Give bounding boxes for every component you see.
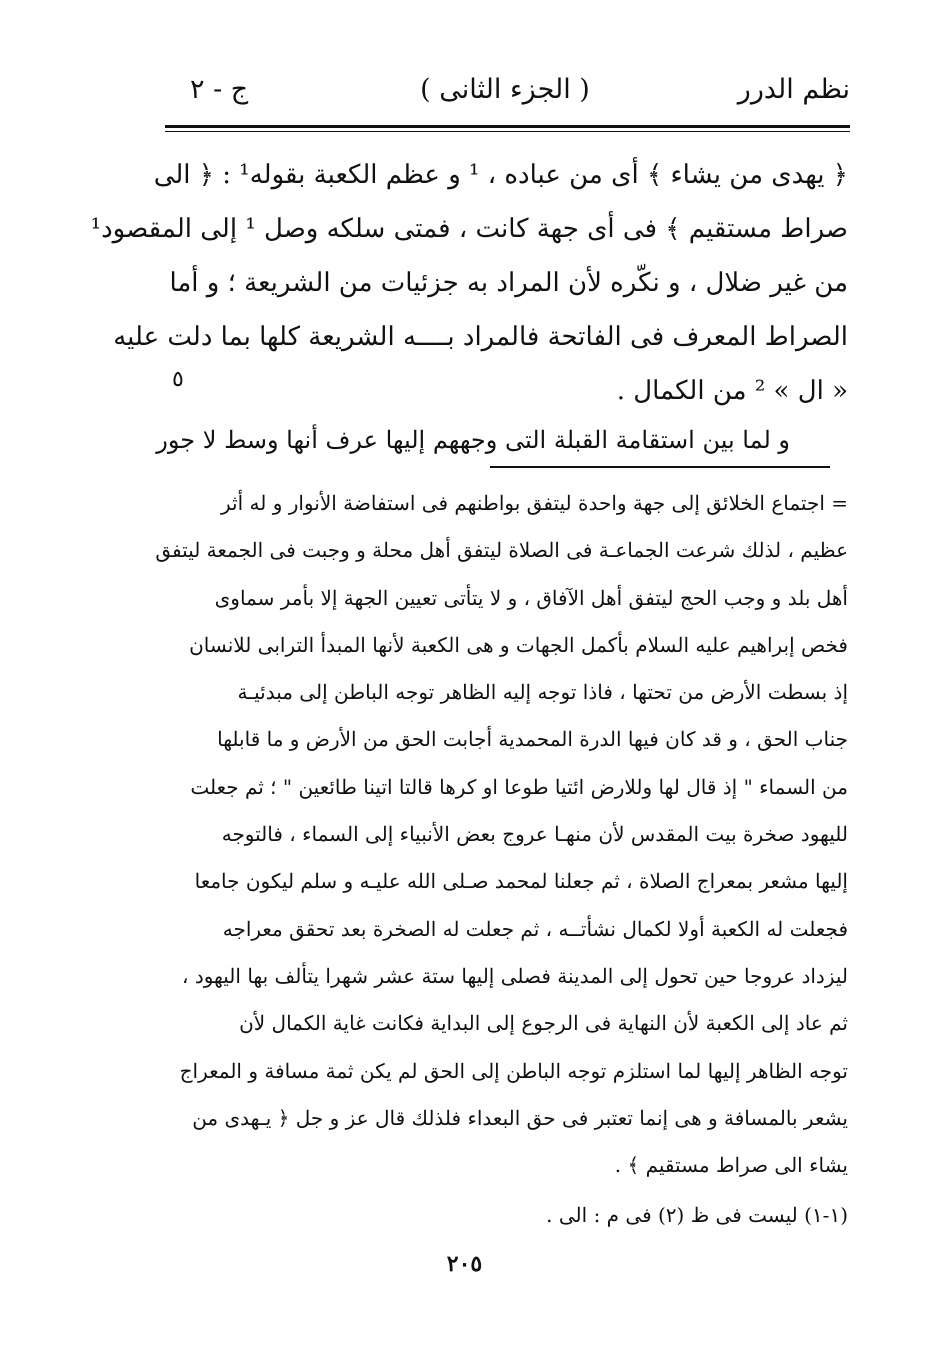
footnote-line: فخص إبراهيم عليه السلام بأكمل الجهات و هى الكعبة لأنها المبدأ الترابى للانسان bbox=[189, 632, 848, 657]
main-text-line: صراط مستقيم ﴾ فى أى جهة كانت ، فمتى سلكه وصل ¹ إلى المقصود¹ bbox=[90, 214, 848, 244]
header-volume-title: ( الجزء الثانى ) bbox=[420, 74, 590, 105]
footnote-line: إذ بسطت الأرض من تحتها ، فاذا توجه إليه الظاهر توجه الباطن إلى مبدئيـة bbox=[237, 680, 848, 705]
main-text-line: من غير ضلال ، و نكّره لأن المراد به جزئيات من الشريعة ؛ و أما bbox=[169, 268, 848, 298]
footnote-line: لليهود صخرة بيت المقدس لأن منهـا عروج بعض الأنبياء إلى السماء ، فالتوجه bbox=[221, 822, 848, 847]
variant-readings: (١-١) ليست فى ظ (٢) فى م : الى . bbox=[546, 1203, 848, 1227]
footnote-text bbox=[155, 480, 848, 1189]
footnote-separator bbox=[490, 466, 830, 468]
header-volume-number: ج - ٢ bbox=[190, 74, 249, 105]
footnote-line: ثم عاد إلى الكعبة لأن النهاية فى الرجوع إلى البداية فكانت غاية الكمال لأن bbox=[239, 1011, 848, 1036]
footnote-line: ليزداد عروجا حين تحول إلى المدينة فصلى إليها ستة عشر شهرا يتألف بها اليهود ، bbox=[182, 963, 848, 988]
footnote-line: عظيم ، لذلك شرعت الجماعـة فى الصلاة ليتفق أهل محلة و وجبت فى الجمعة ليتفق bbox=[155, 538, 848, 563]
footnote-line: من السماء " إذ قال لها وللارض ائتيا طوعا او كرها قالتا اتينا طائعين " ؛ ثم جعلت bbox=[190, 774, 848, 799]
line-number-marker: ٥ bbox=[172, 367, 184, 392]
footnote-line: يشعر بالمسافة و هى إنما تعتبر فى حق البعداء فلذلك قال عز و جل ﴿ يـهدى من bbox=[192, 1105, 848, 1130]
main-text-line: و لما بين استقامة القبلة التى وجههم إليها عرف أنها وسط لا جور bbox=[156, 426, 790, 454]
main-text-line: الصراط المعرف فى الفاتحة فالمراد بــــه الشريعة كلها بما دلت عليه bbox=[113, 322, 848, 352]
footnote-line: = اجتماع الخلائق إلى جهة واحدة ليتفق بواطنهم فى استفاضة الأنوار و له أثر bbox=[221, 491, 848, 515]
main-text bbox=[90, 148, 848, 418]
page-number: ٢٠٥ bbox=[446, 1251, 483, 1277]
footnote-line: جناب الحق ، و قد كان فيها الدرة المحمدية أجابت الحق من الأرض و ما قابلها bbox=[217, 727, 848, 752]
running-header bbox=[160, 74, 850, 118]
main-text-line: ﴿ يهدى من يشاء ﴾ أى من عباده ، ¹ و عظم الكعبة بقوله¹ : ﴿ الى bbox=[153, 160, 848, 190]
header-rule-thick bbox=[165, 125, 850, 128]
footnote-line: يشاء الى صراط مستقيم ﴾ . bbox=[614, 1153, 848, 1178]
footnote-line: أهل بلد و وجب الحج ليتفق أهل الآفاق ، و لا يتأتى تعيين الجهة إلا بأمر سماوى bbox=[214, 585, 848, 610]
header-rule-thin bbox=[165, 131, 850, 132]
footnote-line: فجعلت له الكعبة أولا لكمال نشأتــه ، ثم جعلت له الصخرة بعد تحقق معراجه bbox=[222, 916, 848, 941]
header-book-title: نظم الدرر bbox=[737, 74, 850, 105]
footnote-line: إليها مشعر بمعراج الصلاة ، ثم جعلنا لمحمد صـلى الله عليـه و سلم ليكون جامعا bbox=[194, 869, 848, 894]
main-text-line: « ال » ² من الكمال . bbox=[616, 376, 848, 406]
footnote-line: توجه الظاهر إليها لما استلزم توجه الباطن إلى الحق لم يكن ثمة مسافة و المعراج bbox=[179, 1058, 848, 1083]
